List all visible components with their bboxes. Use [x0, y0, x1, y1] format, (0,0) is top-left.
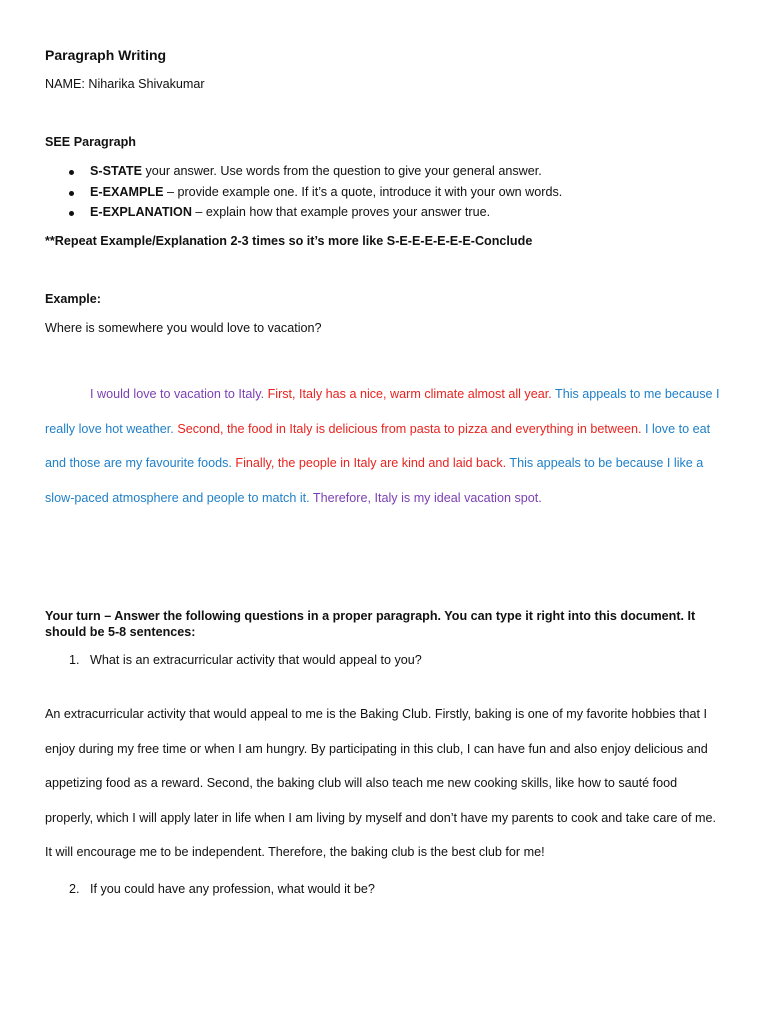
bullet-item-example — [45, 185, 562, 206]
bullet-dot-icon — [69, 170, 74, 175]
see-heading: SEE Paragraph — [45, 135, 136, 149]
bullet-term: S-STATE — [90, 164, 143, 178]
sample-sentence-explanation: I love to eat and those are my favourite foods. — [45, 421, 711, 471]
example-question: Where is somewhere you would love to vacation? — [45, 321, 322, 335]
question-2 — [45, 882, 375, 896]
sample-sentence-conclusion: Therefore, Italy is my ideal vacation spot. — [312, 490, 542, 505]
bullet-dot-icon — [69, 211, 74, 216]
bullet-text: your answer. Use words from the question to give your general answer. — [142, 164, 542, 178]
question-1 — [45, 653, 422, 667]
sample-sentence-example: First, Italy has a nice, warm climate almost all year. — [267, 387, 555, 401]
your-turn-instructions: Your turn – Answer the following questions in a proper paragraph. You can type it right into this document. It should be 5-8 sentences: — [45, 609, 696, 639]
sample-sentence-example: Second, the food in Italy is delicious from pasta to pizza and everything in between. — [177, 421, 645, 436]
sample-sentence-explanation: This appeals to be because I like a slow-paced atmosphere and people to match it. — [45, 456, 704, 505]
question-number: 1. — [69, 653, 80, 667]
repeat-note: **Repeat Example/Explanation 2-3 times so it’s more like S-E-E-E-E-E-E-Conclude — [45, 234, 533, 248]
page-title: Paragraph Writing — [45, 47, 167, 63]
sample-sentence-example: Finally, the people in Italy are kind and laid back. — [235, 456, 510, 471]
question-text: What is an extracurricular activity that would appeal to you? — [90, 653, 422, 667]
name-line[interactable]: NAME: Niharika Shivakumar — [45, 77, 205, 91]
bullet-item-explanation — [45, 205, 562, 226]
bullet-dot-icon — [69, 191, 74, 196]
bullet-term: E-EXPLANATION — [90, 205, 192, 219]
bullet-text: – provide example one. If it’s a quote, introduce it with your own words. — [163, 184, 563, 199]
sample-sentence-state: I would love to vacation to Italy. — [90, 387, 268, 401]
bullet-item-state — [45, 164, 562, 185]
bullet-text: – explain how that example proves your answer true. — [191, 205, 491, 219]
question-number: 2. — [69, 882, 80, 896]
example-label: Example: — [45, 292, 101, 306]
see-bullet-list — [45, 164, 562, 226]
bullet-term: E-EXAMPLE — [90, 184, 164, 199]
answer-1-paragraph[interactable]: An extracurricular activity that would appeal to me is the Baking Club. Firstly, baking is one of my favorite hobbies that I enjoy during my free time or when I am hungry. By participating in this club, I can have fun and also enjoy delicious and appetizing food as a reward. Second, the baking club will also teach me new cooking skills, like how to sauté food properly, which I will apply later in life when I am living by myself and don’t have my parents to cook and take care of me. It will encourage me to be independent. Therefore, the baking club is the best club for me! — [45, 707, 717, 860]
question-text: If you could have any profession, what would it be? — [90, 882, 375, 896]
sample-paragraph — [45, 377, 725, 515]
sample-sentence-explanation: This appeals to me because I really love hot weather. — [45, 387, 720, 436]
